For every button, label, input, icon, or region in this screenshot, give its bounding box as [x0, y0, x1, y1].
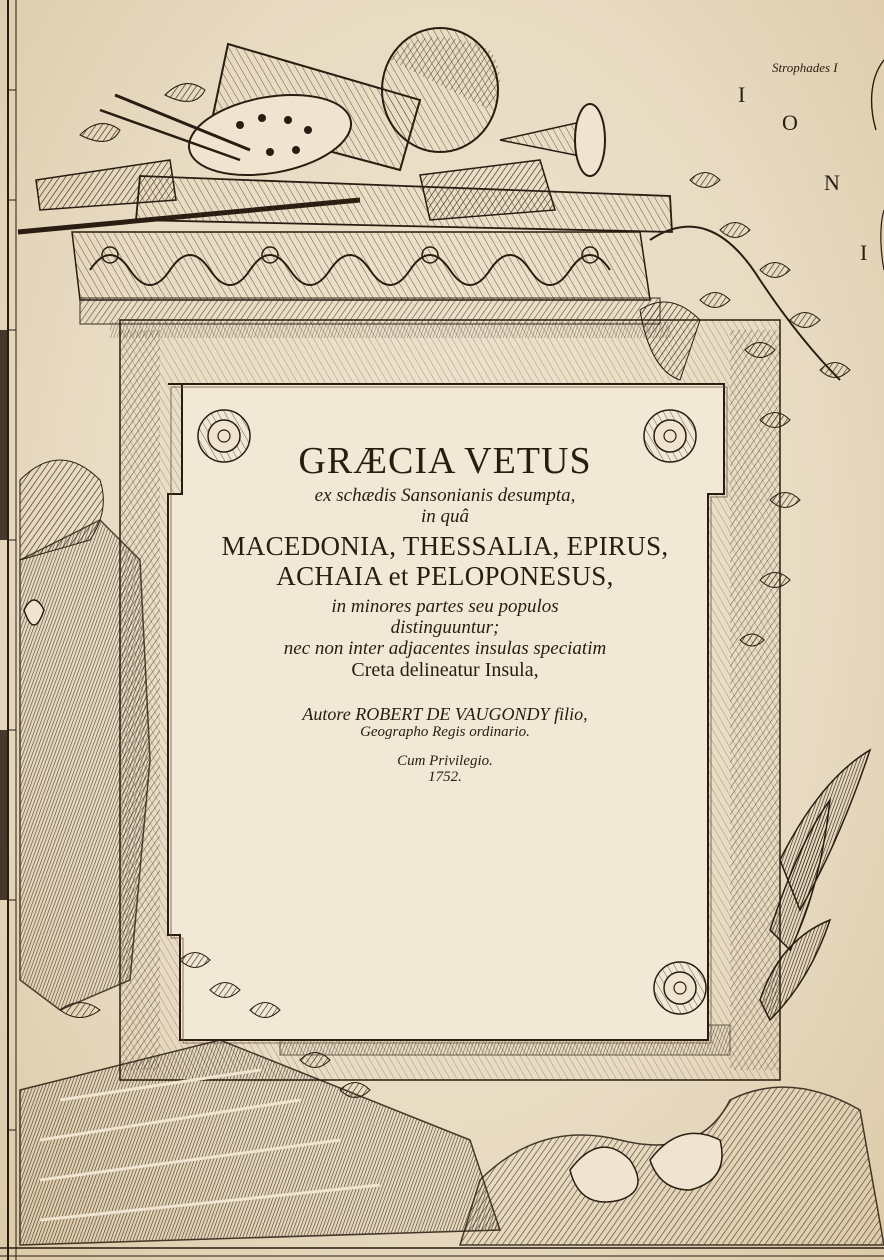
bottom-map-border: [0, 1248, 884, 1256]
ionian-letter: I: [738, 82, 746, 107]
subtitle-line: nec non inter adjacentes insulas speciatim: [283, 638, 607, 660]
cartouche-inscription: [170, 440, 720, 786]
author-line: Autore ROBERT DE VAUGONDY filio,: [302, 703, 588, 724]
regions-line: MACEDONIA, THESSALIA, EPIRUS,: [221, 531, 669, 562]
coastline-right: [872, 60, 884, 270]
left-map-border: [0, 0, 16, 1260]
regions-line: ACHAIA et PELOPONESUS,: [276, 561, 614, 592]
ionian-letter: I: [860, 240, 868, 265]
subtitle-line: ex schædis Sansonianis desumpta,: [314, 484, 576, 506]
creta-line: Creta delineatur Insula,: [351, 659, 539, 682]
bolt-icon: [654, 962, 706, 1014]
subtitle-line: in minores partes seu populos: [331, 595, 559, 617]
year-line: 1752.: [428, 769, 462, 786]
ionian-letter: N: [824, 170, 840, 195]
privilege-line: Cum Privilegio.: [397, 752, 493, 769]
still-life-ornament: [18, 28, 672, 232]
role-line: Geographo Regis ordinario.: [360, 723, 530, 740]
subtitle-line: distinguuntur;: [390, 616, 500, 638]
strophades-label: Strophades I: [772, 60, 838, 75]
map-title: GRÆCIA VETUS: [298, 440, 592, 482]
ionian-letter: O: [782, 110, 798, 135]
subtitle-line: in quâ: [420, 505, 470, 527]
